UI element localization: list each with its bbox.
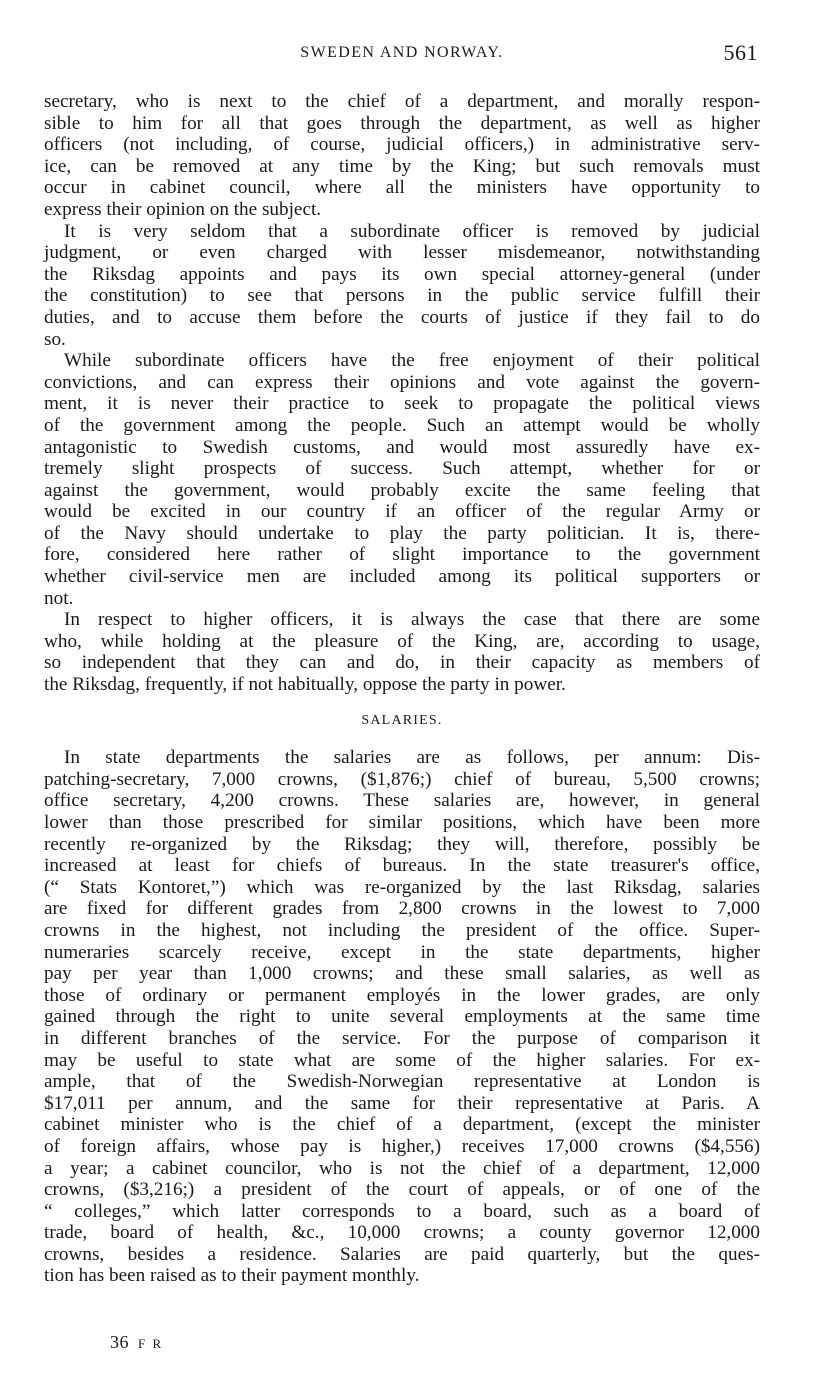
page-number: 561 (723, 40, 758, 65)
signature-number: 36 (110, 1332, 129, 1352)
text-line: ample, that of the Swedish-Norwegian representative at London is (44, 1071, 760, 1093)
text-line: the Riksdag appoints and pays its own special attorney-general (under (44, 263, 760, 285)
text-line: the Riksdag, frequently, if not habitually, oppose the party in power. (44, 674, 566, 696)
text-line: (“ Stats Kontoret,”) which was re-organized by the last Riksdag, salaries (44, 876, 760, 898)
text-line: are fixed for different grades from 2,800 crowns in the lowest to 7,000 (44, 898, 760, 920)
text-line: numeraries scarcely receive, except in the state departments, higher (44, 941, 760, 963)
text-line: While subordinate officers have the free enjoyment of their political (64, 350, 760, 372)
text-line: a year; a cabinet councilor, who is not the chief of a department, 12,000 (44, 1157, 760, 1179)
text-line: $17,011 per annum, and the same for their representative at Paris. A (44, 1092, 760, 1114)
text-line: recently re-organized by the Riksdag; they will, therefore, possibly be (44, 833, 760, 855)
paragraph-5 (44, 747, 760, 1287)
text-line: express their opinion on the subject. (44, 198, 322, 220)
text-line: lower than those prescribed for similar positions, which have been more (44, 812, 760, 833)
text-line: may be useful to state what are some of the higher salaries. For ex- (44, 1049, 760, 1071)
text-line: fore, considered here rather of slight importance to the government (44, 544, 760, 566)
text-line: of the Navy should undertake to play the party politician. It is, there- (44, 522, 760, 544)
text-line: occur in cabinet council, where all the ministers have opportunity to (44, 177, 760, 199)
text-line: against the government, would probably excite the same feeling that (44, 479, 760, 501)
text-line: whether civil-service men are included among its political supporters or (44, 566, 760, 588)
text-line: It is very seldom that a subordinate officer is removed by judicial (64, 220, 760, 242)
text-line: duties, and to accuse them before the courts of justice if they fail to do (44, 306, 760, 328)
text-line: crowns, besides a residence. Salaries are paid quarterly, but the ques- (44, 1243, 760, 1265)
text-line: antagonistic to Swedish customs, and would most assuredly have ex- (44, 436, 760, 458)
text-line: pay per year than 1,000 crowns; and these small salaries, as well as (44, 963, 760, 985)
text-line: so independent that they can and do, in their capacity as members of (44, 652, 760, 674)
text-line: tion has been raised as to their payment monthly. (44, 1265, 420, 1287)
printer-signature-mark (110, 1332, 163, 1353)
section-heading-salaries: SALARIES. (361, 712, 443, 728)
text-line: of the government among the people. Such an attempt would be wholly (44, 414, 760, 436)
text-line: increased at least for chiefs of bureaus. In the state treasurer's office, (44, 855, 760, 877)
paragraph-3 (44, 350, 760, 609)
paragraph-1 (44, 91, 760, 221)
text-line: trade, board of health, &c., 10,000 crowns; a county governor 12,000 (44, 1222, 760, 1244)
text-line: ment, it is never their practice to seek to propagate the political views (44, 393, 760, 415)
text-line: judgment, or even charged with lesser misdemeanor, notwithstanding (44, 242, 760, 264)
text-line: secretary, who is next to the chief of a department, and morally respon- (44, 91, 760, 112)
text-line: crowns, ($3,216;) a president of the court of appeals, or of one of the (44, 1179, 760, 1201)
text-line: office secretary, 4,200 crowns. These salaries are, however, in general (44, 790, 760, 812)
text-line: in different branches of the service. For the purpose of comparison it (44, 1027, 760, 1049)
text-line: of foreign affairs, whose pay is higher,) receives 17,000 crowns ($4,556) (44, 1135, 760, 1157)
text-line: gained through the right to unite several employments at the same time (44, 1006, 760, 1028)
text-line: those of ordinary or permanent employés in the lower grades, are only (44, 984, 760, 1006)
text-line: patching-secretary, 7,000 crowns, ($1,876;) chief of bureau, 5,500 crowns; (44, 768, 760, 790)
text-line: not. (44, 587, 74, 609)
body-text (44, 91, 760, 1287)
text-line: so. (44, 328, 66, 350)
text-line: would be excited in our country if an officer of the regular Army or (44, 501, 760, 523)
text-line: crowns in the highest, not including the president of the office. Super- (44, 919, 760, 941)
page-header (44, 40, 760, 70)
text-line: who, while holding at the pleasure of the King, are, according to usage, (44, 630, 760, 652)
text-line: officers (not including, of course, judicial officers,) in administrative serv- (44, 134, 760, 156)
text-line: the constitution) to see that persons in the public service fulfill their (44, 285, 760, 307)
text-line: “ colleges,” which latter corresponds to a board, such as a board of (44, 1200, 760, 1222)
signature-letters: F R (138, 1336, 164, 1351)
text-line: cabinet minister who is the chief of a department, (except the minister (44, 1114, 760, 1136)
text-line: sible to him for all that goes through the department, as well as higher (44, 112, 760, 134)
paragraph-4 (44, 609, 760, 695)
text-line: tremely slight prospects of success. Such attempt, whether for or (44, 458, 760, 480)
text-line: ice, can be removed at any time by the King; but such removals must (44, 155, 760, 177)
running-title: SWEDEN AND NORWAY. (300, 44, 504, 61)
paragraph-2 (44, 221, 760, 351)
text-line: In state departments the salaries are as follows, per annum: Dis- (64, 747, 760, 769)
text-line: convictions, and can express their opinions and vote against the govern- (44, 371, 760, 393)
text-line: In respect to higher officers, it is always the case that there are some (64, 609, 760, 631)
